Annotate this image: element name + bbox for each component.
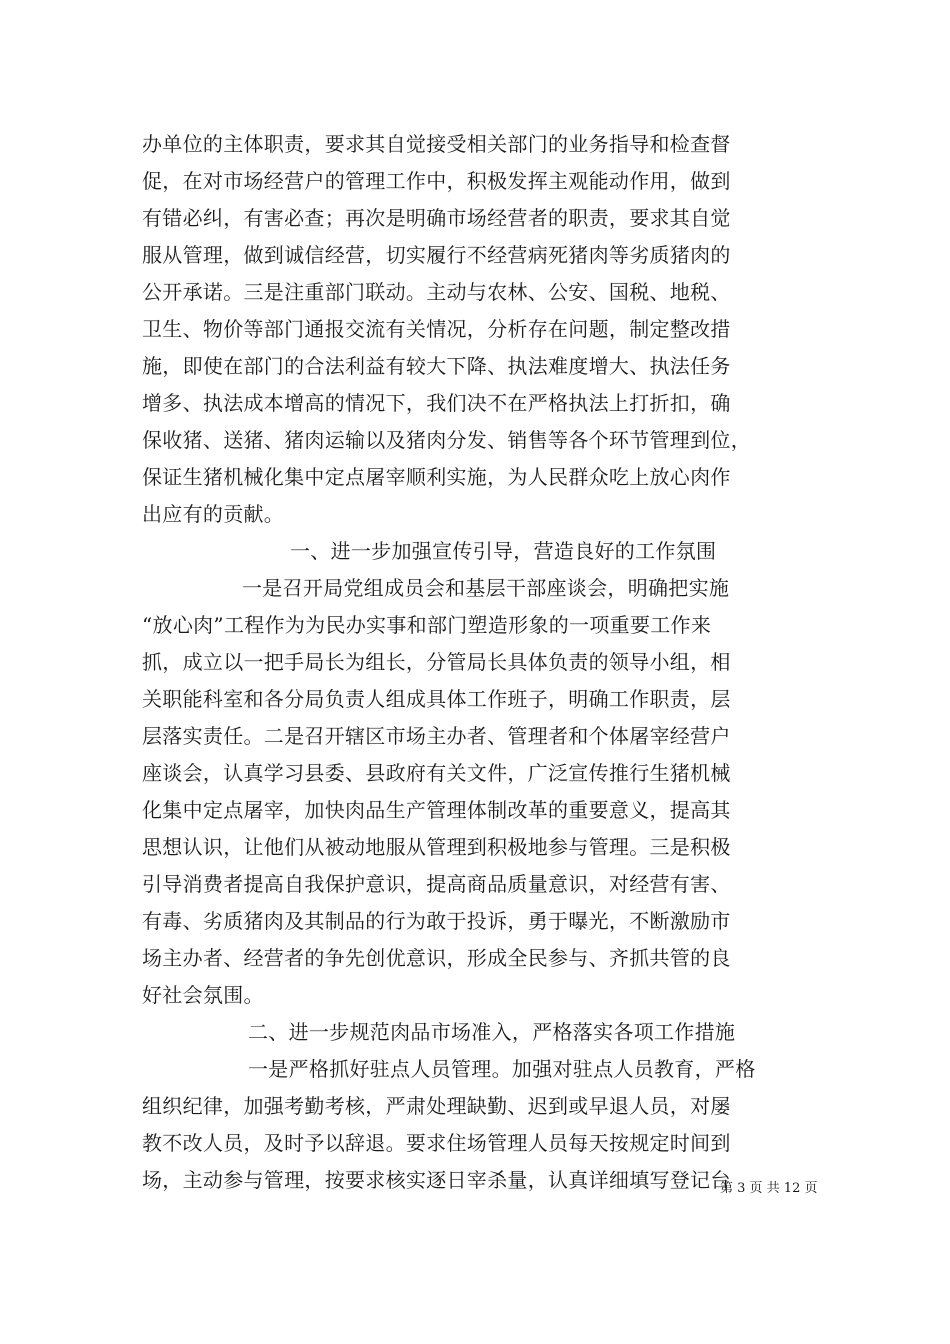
text-line: 好社会氛围。 bbox=[142, 983, 264, 1007]
text-line: 增多、执法成本增高的情况下，我们决不在严格执法上打折扣，确 bbox=[142, 391, 731, 415]
text-line: 抓，成立以一把手局长为组长，分管局长具体负责的领导小组，相 bbox=[142, 650, 731, 674]
text-line: 有毒、劣质猪肉及其制品的行为敢于投诉，勇于曝光，不断激励市 bbox=[142, 909, 731, 933]
text-line: 化集中定点屠宰，加快肉品生产管理体制改革的重要意义，提高其 bbox=[142, 798, 731, 822]
text-line: 保收猪、送猪、猪肉运输以及猪肉分发、销售等各个环节管理到位， bbox=[142, 428, 751, 452]
text-line: 办单位的主体职责，要求其自觉接受相关部门的业务指导和检查督 bbox=[142, 132, 731, 156]
text-line: 教不改人员，及时予以辞退。要求住场管理人员每天按规定时间到 bbox=[142, 1131, 731, 1155]
text-line: 组织纪律，加强考勤考核，严肃处理缺勤、迟到或早退人员，对屡 bbox=[142, 1094, 731, 1118]
text-line: 公开承诺。三是注重部门联动。主动与农林、公安、国税、地税、 bbox=[142, 280, 731, 304]
text-line: 层落实责任。二是召开辖区市场主办者、管理者和个体屠宰经营户 bbox=[142, 724, 731, 748]
text-line: 场，主动参与管理，按要求核实逐日宰杀量，认真详细填写登记台 bbox=[142, 1168, 731, 1192]
text-line: 场主办者、经营者的争先创优意识，形成全民参与、齐抓共管的良 bbox=[142, 946, 731, 970]
text-line: “放心肉”工程作为为民办实事和部门塑造形象的一项重要工作来 bbox=[142, 613, 712, 637]
text-line: 思想认识，让他们从被动地服从管理到积极地参与管理。三是积极 bbox=[142, 835, 731, 859]
text-line: 座谈会，认真学习县委、县政府有关文件，广泛宣传推行生猪机械 bbox=[142, 761, 731, 785]
text-line: 服从管理，做到诚信经营，切实履行不经营病死猪肉等劣质猪肉的 bbox=[142, 243, 731, 267]
page-number: 第 3 页 共 12 页 bbox=[720, 1181, 818, 1196]
document-body bbox=[142, 126, 822, 1199]
text-line: 出应有的贡献。 bbox=[142, 502, 285, 526]
text-line: 卫生、物价等部门通报交流有关情况，分析存在问题，制定整改措 bbox=[142, 317, 731, 341]
text-line: 引导消费者提高自我保护意识，提高商品质量意识，对经营有害、 bbox=[142, 872, 731, 896]
heading-or-indented-line: 一、进一步加强宣传引导，营造良好的工作氛围 bbox=[290, 539, 717, 563]
heading-or-indented-line: 二、进一步规范肉品市场准入，严格落实各项工作措施 bbox=[248, 1020, 736, 1044]
text-line: 关职能科室和各分局负责人组成具体工作班子，明确工作职责，层 bbox=[142, 687, 731, 711]
text-line: 促，在对市场经营户的管理工作中，积极发挥主观能动作用，做到 bbox=[142, 169, 731, 193]
heading-or-indented-line: 一是严格抓好驻点人员管理。加强对驻点人员教育，严格 bbox=[248, 1057, 756, 1081]
text-line: 保证生猪机械化集中定点屠宰顺利实施，为人民群众吃上放心肉作 bbox=[142, 465, 731, 489]
heading-or-indented-line: 一是召开局党组成员会和基层干部座谈会，明确把实施 bbox=[242, 576, 730, 600]
text-line: 施，即使在部门的合法利益有较大下降、执法难度增大、执法任务 bbox=[142, 354, 731, 378]
text-line: 有错必纠，有害必查；再次是明确市场经营者的职责，要求其自觉 bbox=[142, 206, 731, 230]
